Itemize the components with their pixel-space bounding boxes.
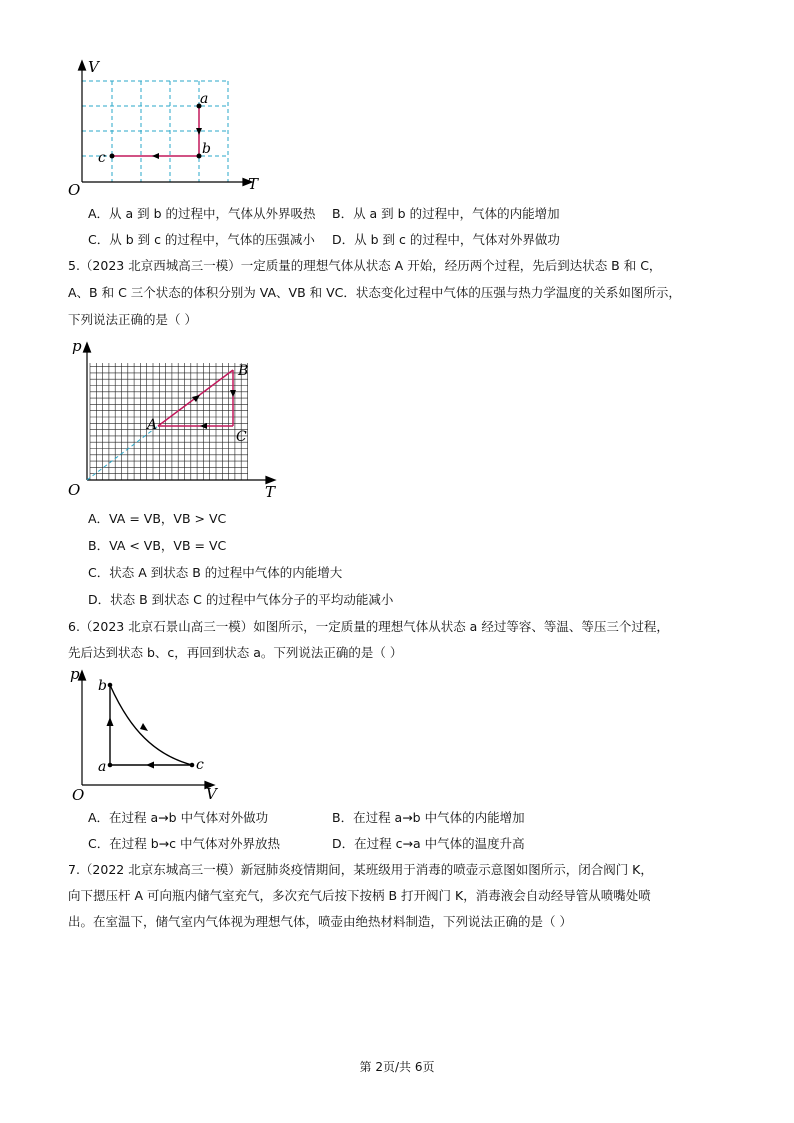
label-C: C <box>236 429 247 445</box>
process-path <box>110 685 192 765</box>
figure-pt-graph <box>60 335 290 505</box>
label-a: a <box>200 91 209 107</box>
arrow-bc <box>140 723 148 731</box>
point-a <box>108 763 113 768</box>
point-c <box>110 154 115 159</box>
label-A: A <box>147 417 158 433</box>
q5-stem-line2: A、B 和 C 三个状态的体积分别为 VA、VB 和 VC．状态变化过程中气体的压强与热力学温度的关系如图所示， <box>68 285 681 300</box>
axis-label-v: V <box>88 58 99 76</box>
q6-option-a[interactable]: A．在过程 a→b 中气体对外做功 <box>88 810 269 825</box>
q6-stem-line1: 6.（2023 北京石景山高三一模）如图所示，一定质量的理想气体从状态 a 经过等容、等温、等压三个过程， <box>68 619 669 634</box>
q5-option-b[interactable]: B．VA < VB，VB = VC <box>88 538 227 553</box>
arrow-ab <box>107 717 114 726</box>
q5-option-d[interactable]: D．状态 B 到状态 C 的过程中气体分子的平均动能减小 <box>88 592 394 607</box>
point-b <box>197 154 202 159</box>
arrow-bc <box>152 153 159 159</box>
q4-option-a[interactable]: A．从 a 到 b 的过程中，气体从外界吸热 <box>88 206 316 221</box>
axis-label-t: T <box>248 175 259 193</box>
axis-label-p: p <box>72 337 82 355</box>
q4-option-b[interactable]: B．从 a 到 b 的过程中，气体的内能增加 <box>332 206 560 221</box>
q5-option-a[interactable]: A．VA = VB，VB > VC <box>88 511 227 526</box>
q5-stem-line1: 5.（2023 北京西城高三一模）一定质量的理想气体从状态 A 开始，经历两个过程，先后到达状态 B 和 C， <box>68 258 662 273</box>
arrow-ca <box>146 762 154 769</box>
figure-vt-graph <box>60 55 270 200</box>
label-b: b <box>202 141 211 157</box>
label-B: B <box>238 363 249 379</box>
q6-option-c[interactable]: C．在过程 b→c 中气体对外界放热 <box>88 836 280 851</box>
page-footer: 第 2页/共 6页 <box>359 1060 435 1074</box>
fine-grid <box>90 363 248 480</box>
q7-stem-line2: 向下摁压杆 A 可向瓶内储气室充气，多次充气后按下按柄 B 打开阀门 K，消毒液会自动经导管从喷嘴处喷 <box>68 888 651 903</box>
point-c <box>190 763 195 768</box>
q7-stem-line1: 7.（2022 北京东城高三一模）新冠肺炎疫情期间，某班级用于消毒的喷壶示意图如图所示，闭合阀门 K， <box>68 862 653 877</box>
q4-option-d[interactable]: D．从 b 到 c 的过程中，气体对外界做功 <box>332 232 560 247</box>
q4-option-c[interactable]: C．从 b 到 c 的过程中，气体的压强减小 <box>88 232 315 247</box>
axis-label-p: p <box>70 665 80 683</box>
origin-label: O <box>72 786 85 804</box>
q6-option-d[interactable]: D．在过程 c→a 中气体的温度升高 <box>332 836 525 851</box>
label-c: c <box>98 150 106 166</box>
q7-stem-line3: 出。在室温下，储气室内气体视为理想气体，喷壶由绝热材料制造，下列说法正确的是（ ） <box>68 914 572 929</box>
point-b <box>108 683 113 688</box>
label-b: b <box>98 678 107 694</box>
origin-label: O <box>68 181 81 199</box>
label-a: a <box>98 759 107 775</box>
q6-option-b[interactable]: B．在过程 a→b 中气体的内能增加 <box>332 810 525 825</box>
origin-label: O <box>68 481 81 499</box>
label-c: c <box>196 757 204 773</box>
axes <box>79 61 253 186</box>
q5-option-c[interactable]: C．状态 A 到状态 B 的过程中气体的内能增大 <box>88 565 343 580</box>
axis-label-t: T <box>265 483 276 501</box>
arrow-ab <box>192 395 200 402</box>
figure-pv-graph <box>60 665 230 805</box>
extension-line <box>87 426 158 480</box>
q6-stem-line2: 先后达到状态 b、c，再回到状态 a。下列说法正确的是（ ） <box>68 645 403 660</box>
axis-label-v: V <box>206 785 217 803</box>
q5-stem-line3: 下列说法正确的是（ ） <box>68 312 197 327</box>
